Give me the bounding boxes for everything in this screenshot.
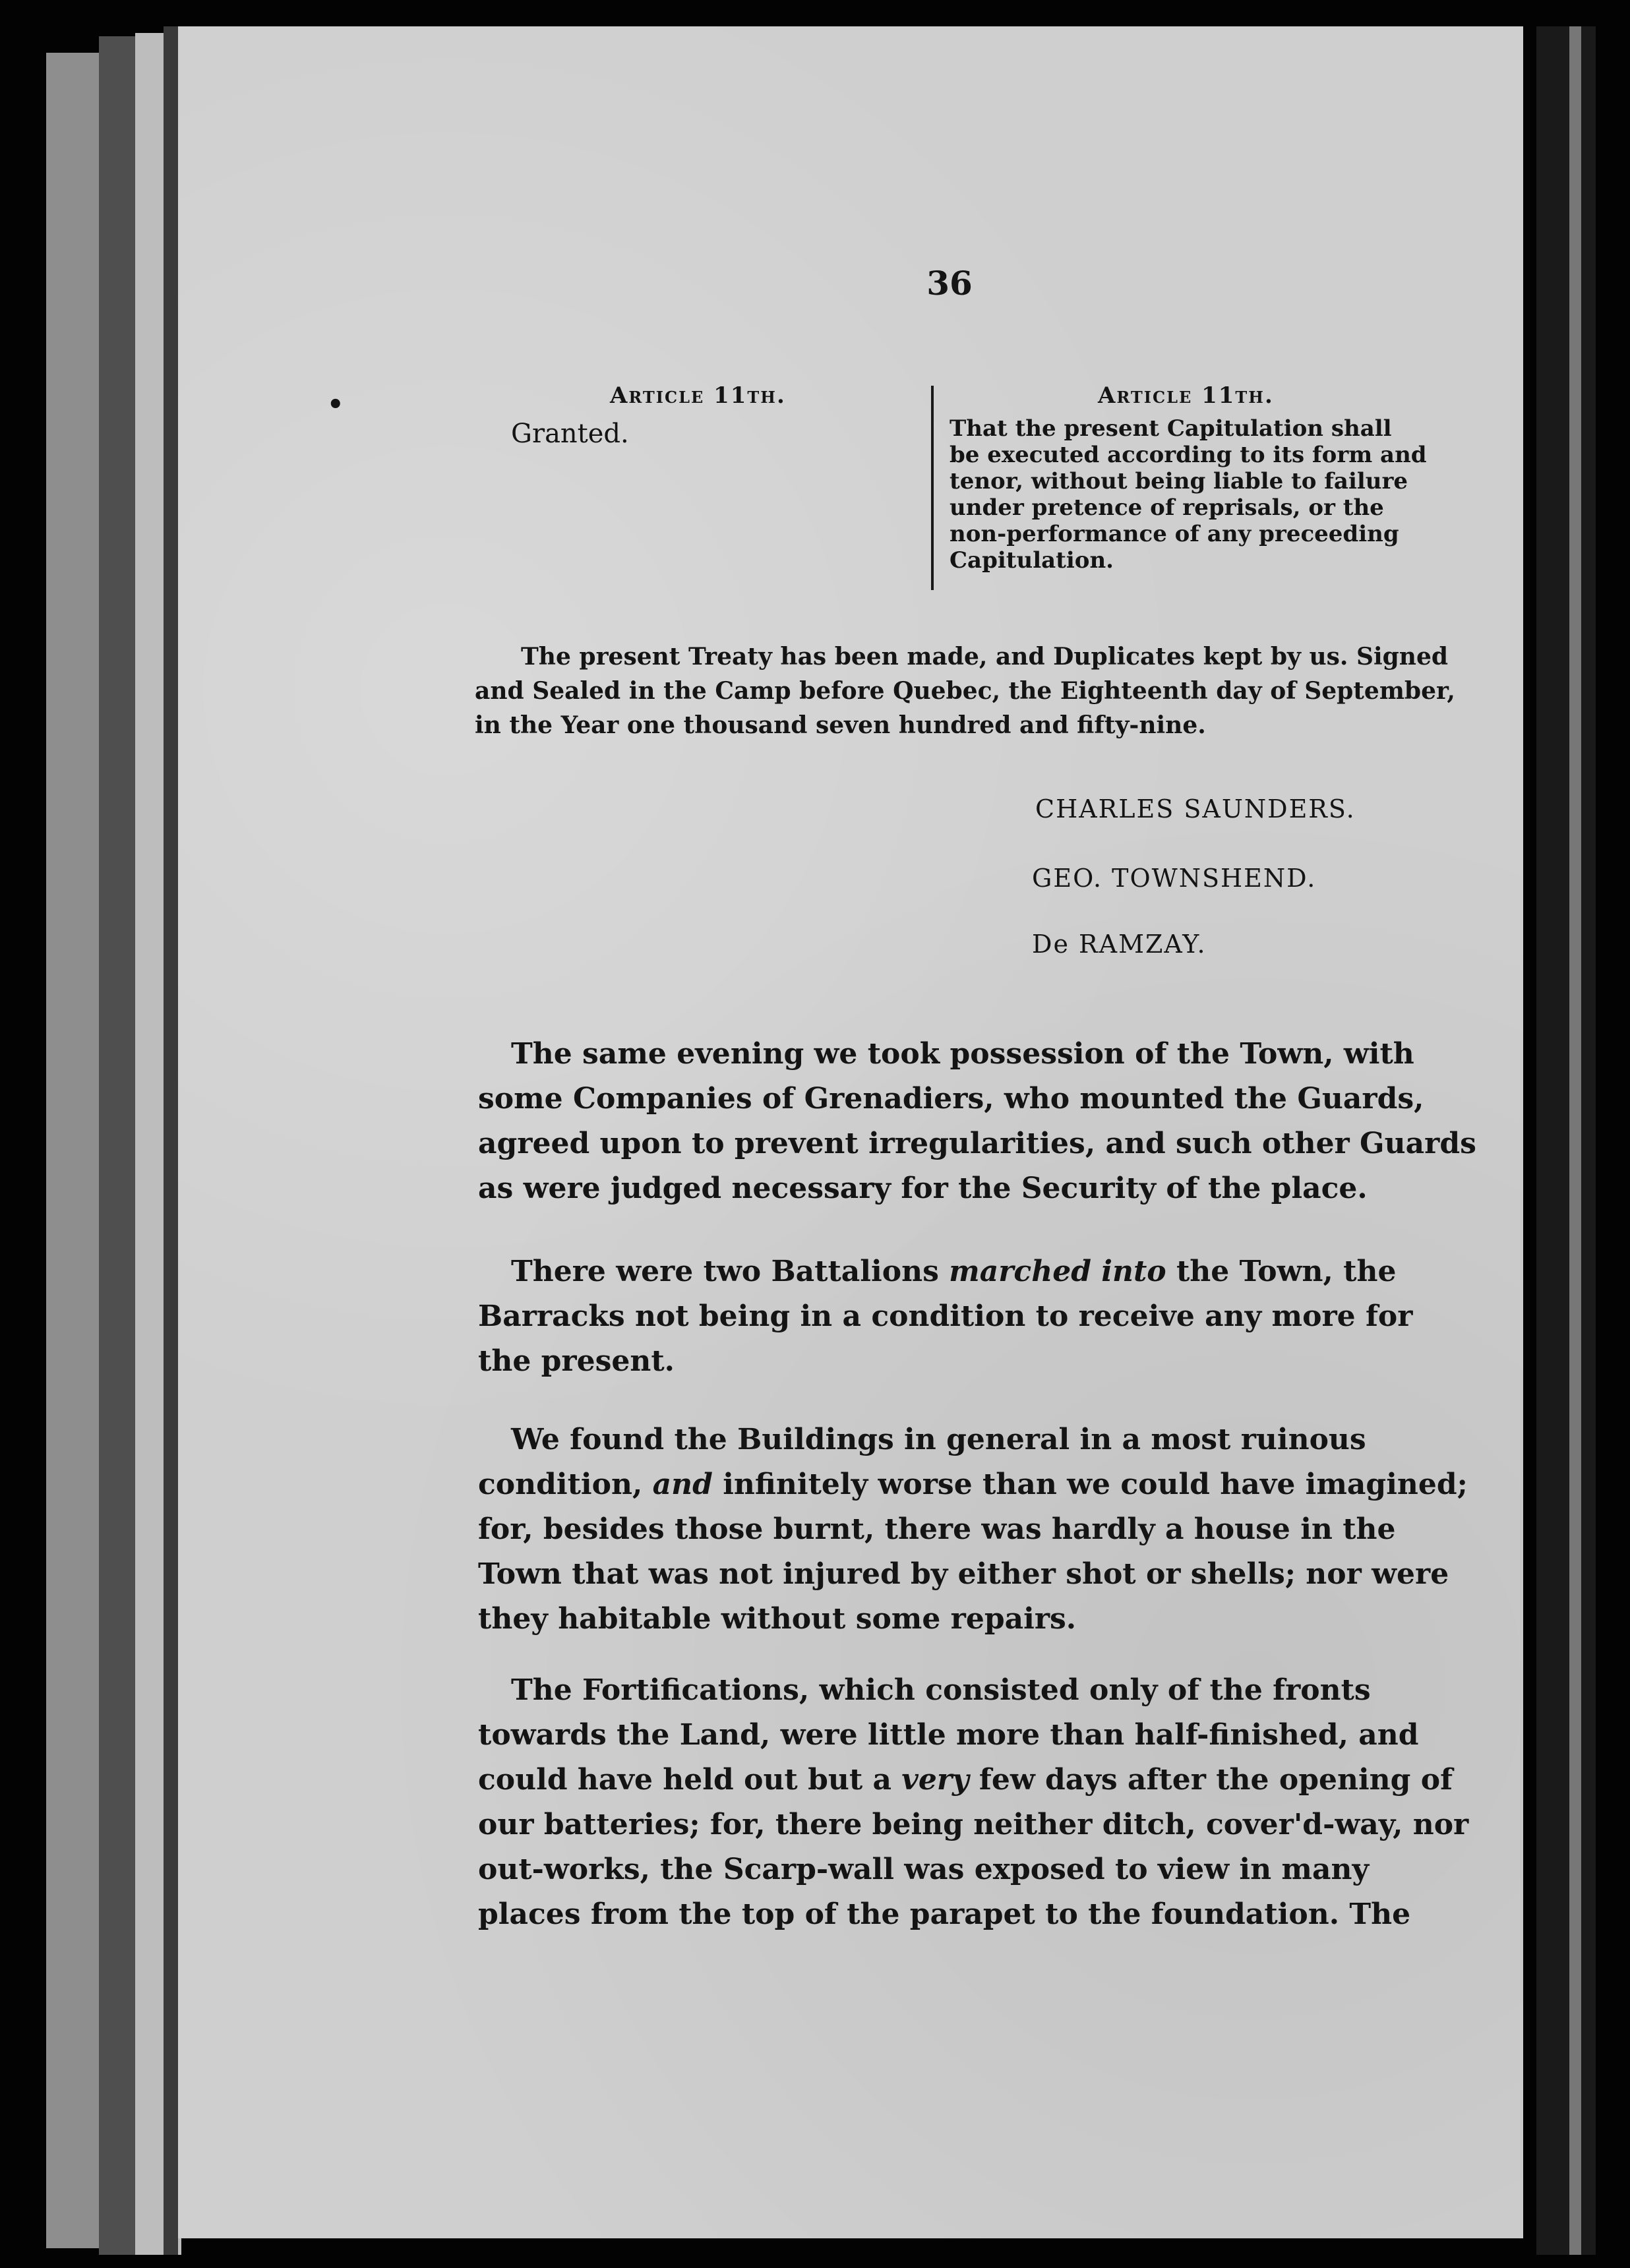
text-line: out-works, the Scarp-wall was exposed to view in many (478, 1853, 1370, 1886)
text-line: and Sealed in the Camp before Quebec, the Eighteenth day of September, (475, 677, 1455, 705)
text-line: Town that was not injured by either shot or shells; nor were (478, 1557, 1449, 1591)
text-span: few days after the opening of (969, 1763, 1453, 1797)
text-line: We found the Buildings in general in a most ruinous (511, 1423, 1366, 1456)
signature-ramzay: De RAMZAY. (1032, 930, 1207, 959)
column-divider (931, 386, 934, 590)
stray-mark: • (327, 389, 344, 420)
text-line: places from the top of the parapet to the foundation. The (478, 1897, 1411, 1931)
text-line: The Fortifications, which consisted only of the fronts (511, 1673, 1371, 1707)
text-line: towards the Land, were little more than half-finished, and (478, 1718, 1419, 1752)
text-line: That the present Capitulation shall (950, 415, 1392, 442)
text-span: condition, (478, 1468, 653, 1501)
left-article-heading: Article 11th. (610, 382, 786, 409)
paragraph-battalions (478, 1249, 1630, 1384)
text-line: The same evening we took possession of the Town, with (511, 1037, 1414, 1071)
text-line: Barracks not being in a condition to receive any more for (478, 1299, 1413, 1333)
text-line: be executed according to its form and (950, 442, 1427, 468)
text-line: in the Year one thousand seven hundred and fifty-nine. (475, 711, 1206, 739)
document-page (178, 26, 1523, 2238)
text-line: non-performance of any preceeding (950, 521, 1399, 547)
book-edge (164, 26, 178, 2255)
signature-saunders: CHARLES SAUNDERS. (1035, 794, 1356, 823)
text-line: The present Treaty has been made, and Duplicates kept by us. Signed (521, 643, 1449, 671)
paragraph-buildings (478, 1418, 1630, 1642)
italic-span: marched into (949, 1255, 1166, 1288)
text-span: could have held out but a (478, 1763, 902, 1797)
text-line: tenor, without being liable to failure (950, 468, 1408, 494)
right-article-heading: Article 11th. (1098, 382, 1274, 409)
italic-span: very (901, 1763, 969, 1797)
text-span: the Town, the (1166, 1255, 1397, 1288)
text-line: some Companies of Grenadiers, who mounted the Guards, (478, 1082, 1424, 1116)
text-span: There were two Battalions (511, 1255, 950, 1288)
paragraph-possession (478, 1032, 1630, 1211)
text-line: the present. (478, 1344, 675, 1378)
text-span: infinitely worse than we could have imagined; (712, 1468, 1468, 1501)
text-line: agreed upon to prevent irregularities, and such other Guards (478, 1127, 1476, 1160)
treaty-statement (475, 640, 1609, 742)
text-line: as were judged necessary for the Security of the place. (478, 1172, 1368, 1205)
signature-townshend: GEO. TOWNSHEND. (1032, 864, 1317, 893)
page-number: 36 (926, 264, 973, 303)
text-line (478, 1758, 1630, 1803)
paragraph-fortifications (478, 1668, 1630, 1937)
text-line: our batteries; for, there being neither ditch, cover'd-way, nor (478, 1808, 1469, 1841)
left-article-body: Granted. (511, 419, 629, 449)
text-line (478, 1249, 1630, 1294)
italic-span: and (652, 1468, 713, 1501)
text-line: under pretence of reprisals, or the (950, 494, 1384, 521)
text-line: Capitulation. (950, 547, 1114, 574)
text-line: for, besides those burnt, there was hardly a house in the (478, 1512, 1396, 1546)
text-line: they habitable without some repairs. (478, 1602, 1077, 1636)
text-line (478, 1462, 1630, 1507)
right-article-body (950, 415, 1427, 574)
